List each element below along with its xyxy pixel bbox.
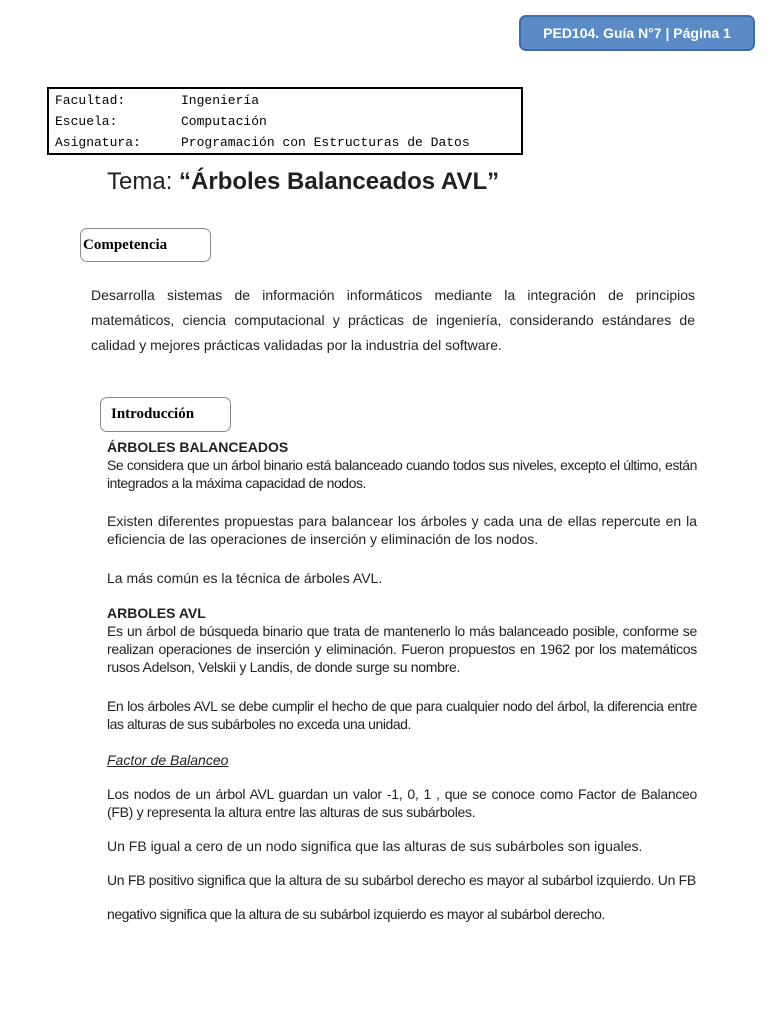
course-info-table bbox=[47, 87, 523, 155]
intro-paragraph: La más común es la técnica de árboles AVL. bbox=[107, 570, 383, 586]
intro-paragraph: Es un árbol de búsqueda binario que trata de mantenerlo lo más balanceado posible, conforme se realizan operaciones de inserción y eliminación. Fueron propuestos en 1962 por los matemáticos rusos Adelson, Velskii y Landis, de donde surge su nombre. bbox=[107, 623, 697, 675]
info-key: Asignatura: bbox=[55, 135, 141, 150]
intro-paragraph: Un FB igual a cero de un nodo significa que las alturas de sus subárboles son iguales. bbox=[107, 838, 643, 854]
introduccion-label-box: Introducción bbox=[100, 397, 231, 432]
competencia-text: Desarrolla sistemas de información informáticos mediante la integración de principios matemáticos, ciencia computacional y prácticas de ingeniería, considerando estándares de calidad y mejores prácticas validadas por la industria del software. bbox=[91, 287, 695, 353]
info-value: Computación bbox=[181, 114, 267, 129]
info-key: Escuela: bbox=[55, 114, 118, 129]
title-text: “Árboles Balanceados AVL” bbox=[179, 168, 500, 195]
info-row-asignatura bbox=[55, 132, 521, 153]
page-badge: PED104. Guía N°7 | Página 1 bbox=[519, 15, 755, 51]
intro-paragraph: negativo significa que la altura de su subárbol izquierdo es mayor al subárbol derecho. bbox=[107, 906, 605, 922]
section-heading-balanceados: ÁRBOLES BALANCEADOS bbox=[107, 439, 289, 455]
title-prefix: Tema: bbox=[107, 168, 180, 195]
section-heading-avl: ARBOLES AVL bbox=[107, 605, 206, 621]
info-key: Facultad: bbox=[55, 93, 126, 108]
subheading-factor-balanceo: Factor de Balanceo bbox=[107, 752, 229, 768]
intro-paragraph: En los árboles AVL se debe cumplir el hecho de que para cualquier nodo del árbol, la diferencia entre las alturas de sus subárboles no exceda una unidad. bbox=[107, 698, 697, 732]
intro-paragraph: Existen diferentes propuestas para balancear los árboles y cada una de ellas repercute en la eficiencia de las operaciones de inserción y eliminación de los nodos. bbox=[107, 513, 697, 547]
intro-paragraph: Los nodos de un árbol AVL guardan un valor -1, 0, 1 , que se conoce como Factor de Balanceo (FB) y representa la altura entre las alturas de sus subárboles. bbox=[107, 786, 697, 820]
page-title bbox=[107, 168, 499, 196]
intro-paragraph: Se considera que un árbol binario está balanceado cuando todos sus niveles, excepto el último, están integrados a la máxima capacidad de nodos. bbox=[107, 457, 697, 491]
info-value: Programación con Estructuras de Datos bbox=[181, 135, 470, 150]
info-row-facultad bbox=[55, 90, 521, 111]
info-value: Ingeniería bbox=[181, 93, 260, 108]
competencia-label-box: Competencia bbox=[80, 228, 211, 262]
intro-paragraph: Un FB positivo significa que la altura de su subárbol derecho es mayor al subárbol izquierdo. Un FB bbox=[107, 872, 696, 888]
info-row-escuela bbox=[55, 111, 521, 132]
